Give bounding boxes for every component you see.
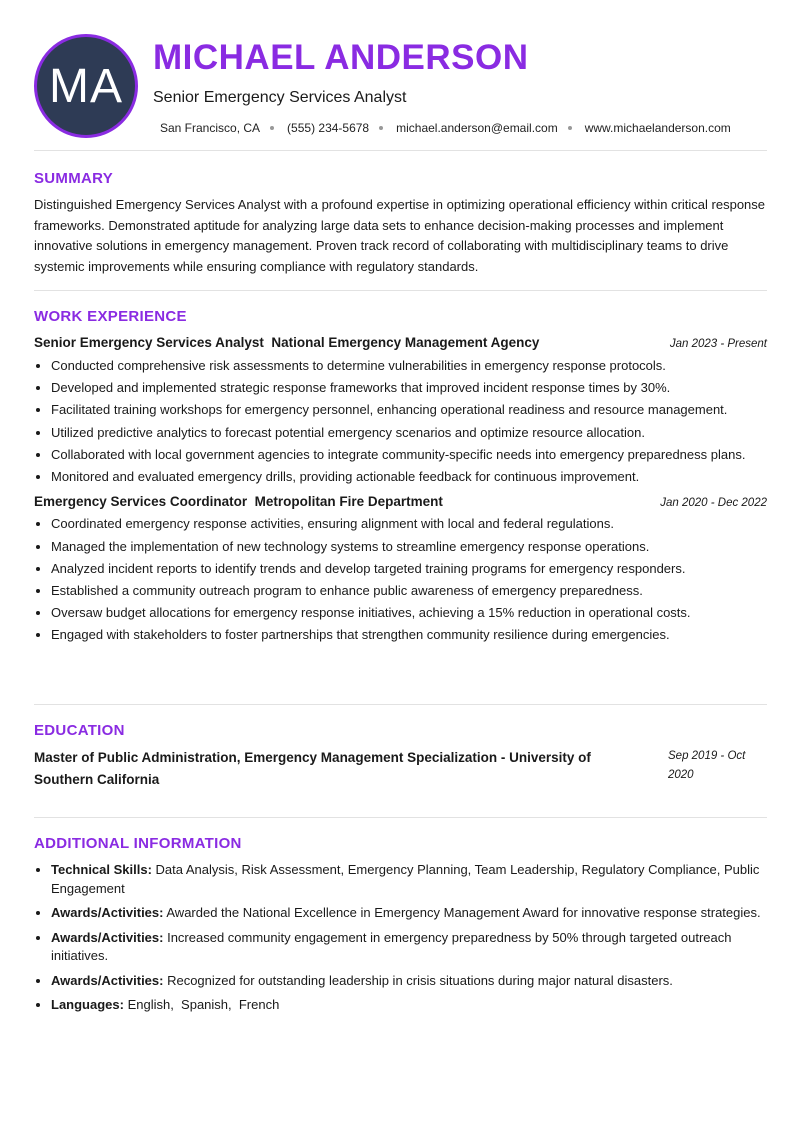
list-item: • Developed and implemented strategic response frameworks that improved incident response times by 30%. (51, 379, 767, 398)
list-item: • Coordinated emergency response activities, ensuring alignment with local and federal regulations. (51, 515, 767, 534)
list-item (51, 972, 767, 991)
separator-dot-icon (379, 126, 383, 130)
list-item: • Engaged with stakeholders to foster partnerships that strengthen community resilience during emergencies. (51, 626, 767, 645)
info-label: Awards/Activities: (51, 905, 164, 920)
info-text: Increased community engagement in emergency preparedness by 50% through targeted outreach initiatives. (51, 929, 732, 963)
resume-header (34, 0, 767, 150)
info-text: Data Analysis, Risk Assessment, Emergency Planning, Team Leadership, Regulatory Compliance, Public Engagement (51, 862, 760, 896)
list-item (51, 861, 767, 898)
info-text: Recognized for outstanding leadership in crisis situations during major natural disasters. (163, 972, 673, 988)
list-item: • Oversaw budget allocations for emergency response initiatives, achieving a 15% reduction in operational costs. (51, 604, 767, 623)
contact-website[interactable]: www.michaelanderson.com (584, 121, 731, 135)
job-title: Emergency Services Coordinator Metropolitan Fire Department (34, 494, 443, 510)
contact-location: San Francisco, CA (160, 121, 261, 135)
experience-section (34, 291, 767, 704)
list-item: • Monitored and evaluated emergency drills, providing actionable feedback for continuous improvement. (51, 468, 767, 487)
job-title: Senior Emergency Services Analyst National Emergency Management Agency (34, 335, 540, 350)
summary-section (34, 151, 767, 290)
job-header (34, 494, 767, 509)
job-header (34, 335, 767, 350)
list-item: • Facilitated training workshops for emergency personnel, enhancing operational readiness and resource management. (51, 401, 767, 420)
job-dates: Jan 2020 - Dec 2022 (660, 497, 767, 510)
list-item: • Utilized predictive analytics to forecast potential emergency scenarios and optimize resource allocation. (51, 424, 767, 443)
list-item: • Managed the implementation of new technology systems to streamline emergency response operations. (51, 538, 767, 557)
job-entry (34, 335, 767, 486)
list-item: • Analyzed incident reports to identify trends and develop targeted training programs for emergency responders. (51, 560, 767, 579)
additional-list (34, 861, 767, 1015)
candidate-role: Senior Emergency Services Analyst (153, 89, 407, 106)
info-label: Languages: (51, 997, 124, 1012)
info-text: English, Spanish, French (123, 997, 280, 1012)
contact-line (160, 121, 731, 135)
list-item: • Collaborated with local government agencies to integrate community-specific needs into emergency preparedness plans. (51, 446, 767, 465)
job-bullets (34, 515, 767, 644)
additional-section (34, 818, 767, 1015)
job-entry (34, 494, 767, 644)
job-dates: Jan 2023 - Present (669, 338, 767, 350)
separator-dot-icon (270, 126, 274, 130)
list-item (51, 929, 767, 966)
candidate-name: MICHAEL ANDERSON (153, 38, 529, 77)
info-label: Awards/Activities: (51, 972, 164, 988)
section-title-summary: SUMMARY (34, 170, 114, 187)
info-label: Awards/Activities: (51, 929, 164, 945)
info-label: Technical Skills: (51, 862, 152, 877)
list-item: • Conducted comprehensive risk assessments to determine vulnerabilities in emergency response protocols. (51, 357, 767, 376)
education-dates: Sep 2019 - Oct 2020 (668, 750, 746, 781)
avatar: MA (34, 34, 138, 138)
education-entry (34, 747, 767, 791)
education-section (34, 705, 767, 817)
contact-phone[interactable]: (555) 234-5678 (287, 121, 370, 135)
list-item (51, 996, 767, 1015)
section-title-education: EDUCATION (34, 722, 125, 739)
job-bullets (34, 357, 767, 486)
separator-dot-icon (568, 126, 572, 130)
section-title-experience: WORK EXPERIENCE (34, 308, 187, 325)
list-item: • Established a community outreach program to enhance public awareness of emergency preparedness. (51, 582, 767, 601)
summary-text: Distinguished Emergency Services Analyst with a profound expertise in optimizing operational efficiency within critical response frameworks. Demonstrated aptitude for analyzing large data sets to enhance decision-making processes and implement innovative solutions in emergency management. Proven track record of collaborating with multidisciplinary teams to drive systemic improvements while ensuring compliance with regulatory standards. (34, 197, 766, 274)
info-text: Awarded the National Excellence in Emergency Management Award for innovative response strategies. (163, 905, 761, 920)
education-degree: Master of Public Administration, Emergency Management Specialization - University of Southern California (34, 750, 591, 787)
list-item (51, 904, 767, 923)
contact-email[interactable]: michael.anderson@email.com (396, 121, 558, 135)
section-title-additional: ADDITIONAL INFORMATION (34, 835, 242, 852)
